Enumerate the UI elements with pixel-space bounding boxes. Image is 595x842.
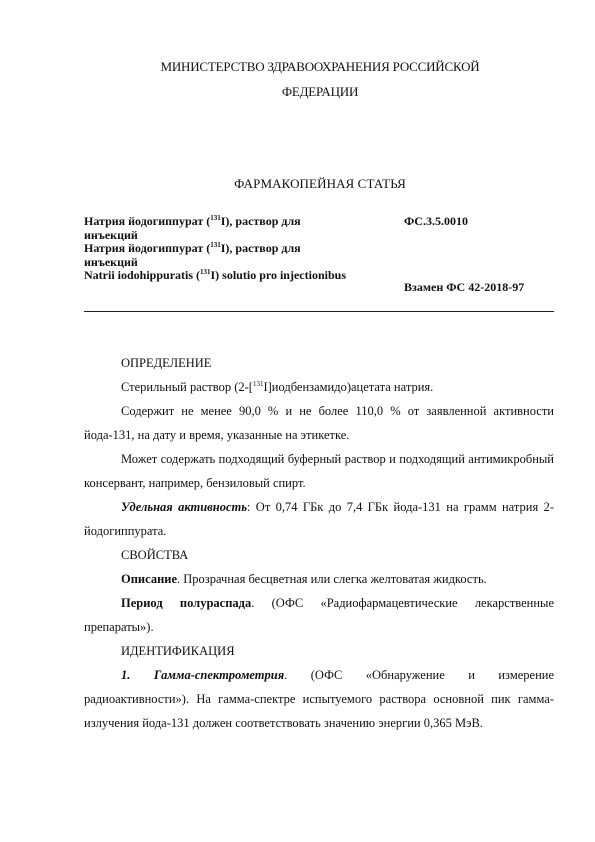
definition-paragraph-4: Удельная активность: От 0,74 ГБк до 7,4 ГБк йода-131 на грамм натрия 2-йодогиппурата. [84, 500, 554, 538]
name-latin: Natrii iodohippuratis ($^{131}$I) solutio pro injectionibus [84, 268, 346, 282]
definition-paragraph-1: Стерильный раствор (2-[$^{131}$I]иодбензамидо)ацетата натрия. [121, 380, 434, 394]
half-life-label: Период полураспада [121, 596, 252, 610]
specific-activity-label: Удельная активность [121, 500, 247, 514]
monograph-code: ФС.3.5.0010 [404, 214, 468, 228]
header-divider [84, 311, 554, 312]
properties-paragraph-1: Описание. Прозрачная бесцветная или слегка желтоватая жидкость. [121, 572, 487, 586]
ministry-heading [80, 54, 560, 104]
description-label: Описание [121, 572, 178, 586]
definition-paragraph-3: Может содержать подходящий буферный раствор и подходящий антимикробный консервант, например, бензиловый спирт. [84, 452, 554, 490]
section-heading-identification: ИДЕНТИФИКАЦИЯ [121, 644, 235, 658]
ministry-line-1: МИНИСТЕРСТВО ЗДРАВООХРАНЕНИЯ РОССИЙСКОЙ [160, 59, 480, 74]
name-ru-2: Натрия йодогиппурат ($^{131}$I), раствор для инъекций [84, 241, 301, 269]
definition-paragraph-2: Содержит не менее 90,0 % и не более 110,0 % от заявленной активности йода-131, на дату и время, указанные на этикетке. [84, 404, 554, 442]
article-title: ФАРМАКОПЕЙНАЯ СТАТЬЯ [234, 176, 406, 191]
replaces-note: Взамен ФС 42-2018-97 [404, 280, 525, 294]
section-heading-properties: СВОЙСТВА [121, 548, 189, 562]
monograph-names [84, 215, 354, 283]
properties-paragraph-2: Период полураспада. (ОФС «Радиофармацевтические лекарственные препараты»). [84, 596, 554, 634]
name-ru-1: Натрия йодогиппурат ($^{131}$I), раствор для инъекций [84, 214, 301, 242]
identification-paragraph-1: 1. Гамма-спектрометрия. (ОФС «Обнаружение и измерение радиоактивности»). На гамма-спектре испытуемого раствора основной пик гамма-излучения йода-131 должен соответствовать значению энергии 0,365 МэВ. [84, 668, 555, 730]
monograph-body [84, 351, 554, 735]
gamma-spectrometry-label: 1. Гамма-спектрометрия [121, 668, 285, 682]
ministry-line-2: ФЕДЕРАЦИИ [281, 84, 359, 99]
section-heading-definition: ОПРЕДЕЛЕНИЕ [121, 356, 212, 370]
